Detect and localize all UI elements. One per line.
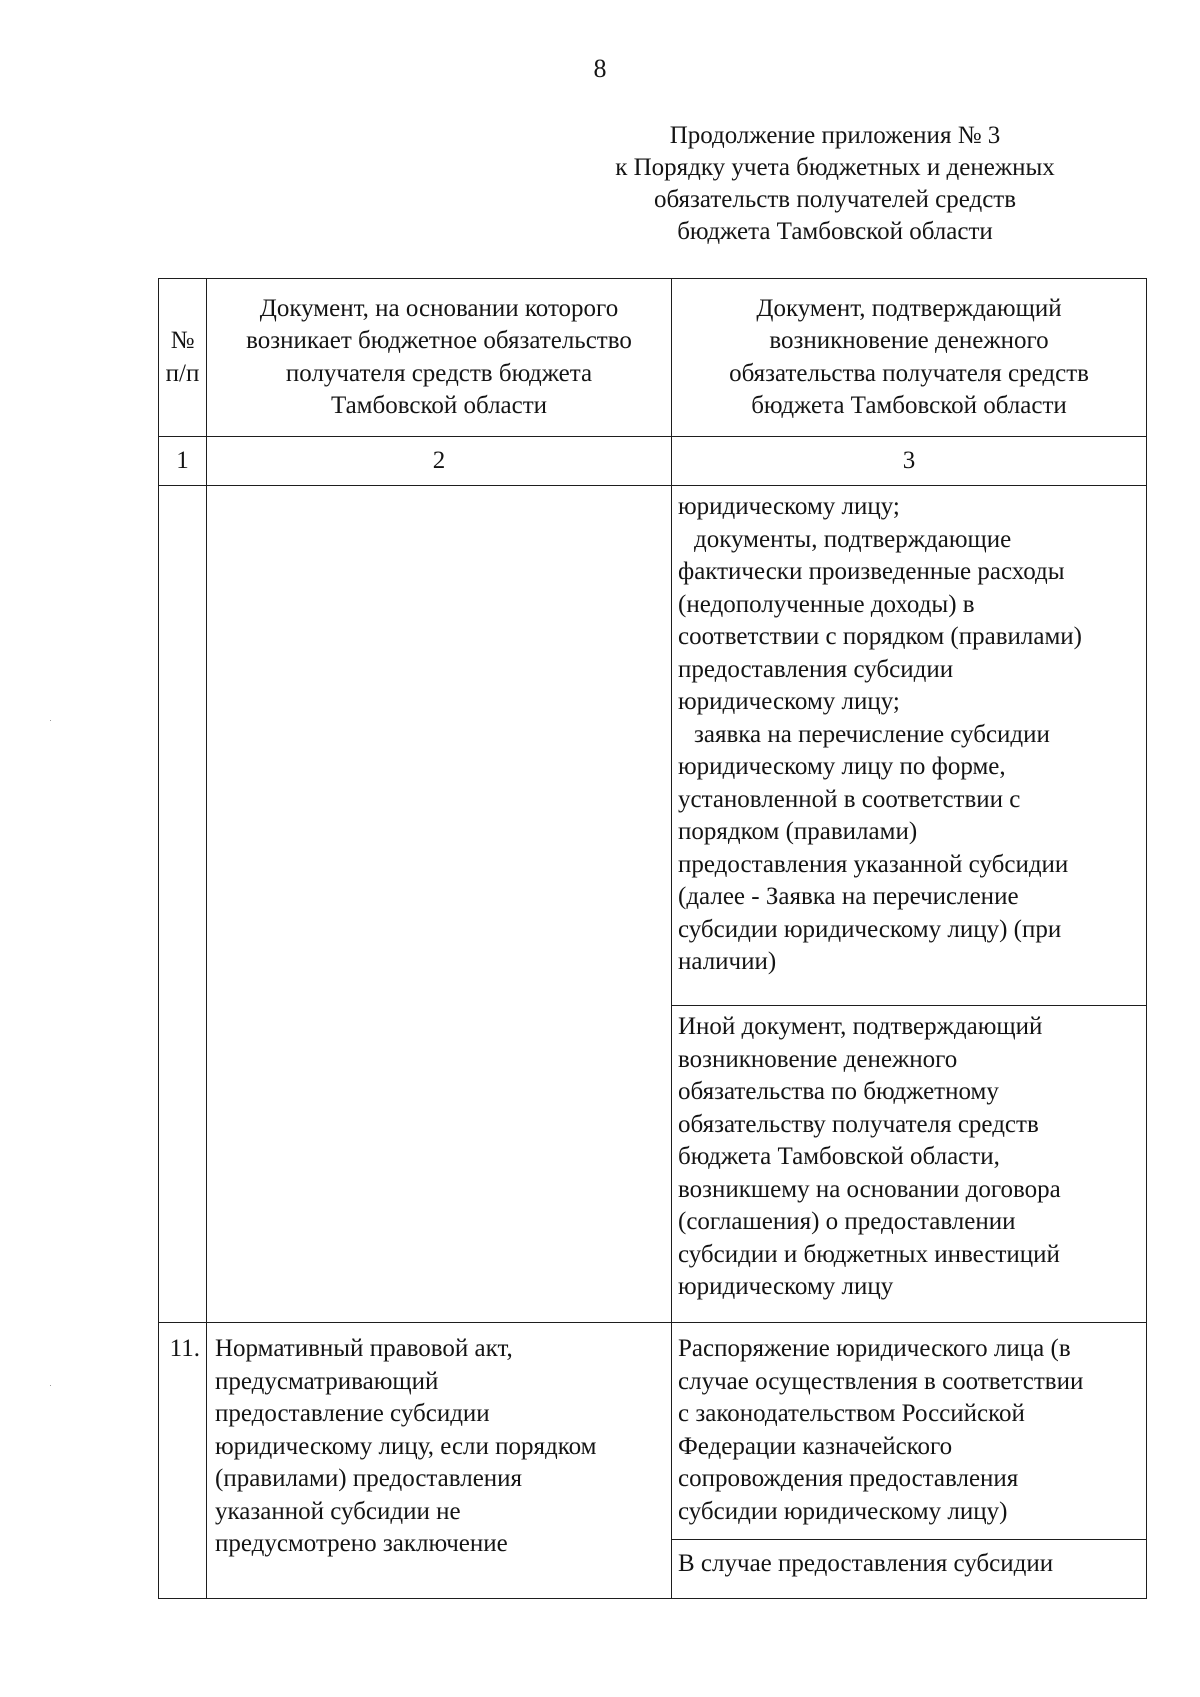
cell-line: заявка на перечисление субсидии: [694, 720, 1050, 748]
cell-line: порядком (правилами): [678, 818, 918, 845]
column-index: 1: [159, 437, 207, 486]
cell-line: фактически произведенные расходы: [678, 558, 1065, 585]
column-index: 2: [207, 437, 672, 486]
header-proof-document: [672, 279, 1147, 437]
scan-artifact: [50, 720, 51, 721]
cell-line: с законодательством Российской: [678, 1400, 1025, 1427]
proof-document-cell: [672, 1540, 1147, 1599]
cell-line: Федерации казначейского: [678, 1432, 953, 1460]
cell-line: обязательству получателя средств: [678, 1110, 1039, 1138]
cell-line: возникшему на основании договора: [678, 1175, 1061, 1203]
table-header-row: [159, 279, 1147, 437]
cell-line: возникновение денежного: [678, 1045, 958, 1073]
proof-document-cell: [672, 1006, 1147, 1323]
cell-line: обязательства по бюджетному: [678, 1078, 999, 1105]
cell-line: предоставления субсидии: [678, 655, 954, 683]
cell-line: субсидии юридическому лицу): [678, 1497, 1008, 1525]
cell-line: субсидии и бюджетных инвестиций: [678, 1240, 1060, 1268]
cell-line: предусматривающий: [215, 1367, 439, 1395]
cell-line: юридическому лицу, если порядком: [215, 1432, 597, 1460]
column-index-row: [159, 437, 1147, 486]
cell-line: Нормативный правовой акт,: [215, 1335, 513, 1362]
number-cell-empty: [159, 486, 207, 1323]
header-line: возникновение денежного: [769, 327, 1049, 354]
cell-line: бюджета Тамбовской области,: [678, 1143, 1000, 1170]
basis-document-cell: [207, 1323, 672, 1599]
cell-line: документы, подтверждающие: [694, 525, 1012, 553]
cell-line: (недополученные доходы) в: [678, 590, 975, 618]
header-line: №: [170, 327, 195, 354]
appendix-line: бюджета Тамбовской области: [677, 218, 993, 245]
header-line: возникает бюджетное обязательство: [246, 327, 632, 354]
cell-line: соответствии с порядком (правилами): [678, 623, 1083, 650]
cell-line: указанной субсидии не: [215, 1497, 461, 1525]
cell-line: юридическому лицу по форме,: [678, 753, 1006, 780]
header-number: [159, 279, 207, 437]
cell-line: установленной в соответствии с: [678, 785, 1021, 813]
page-number: 8: [593, 54, 607, 83]
cell-line: случае осуществления в соответствии: [678, 1367, 1084, 1395]
basis-cell-empty: [207, 486, 672, 1323]
header-basis-document: [207, 279, 672, 437]
cell-line: В случае предоставления субсидии: [678, 1550, 1054, 1577]
appendix-line: Продолжение приложения № 3: [669, 122, 1001, 149]
table-row-11: [159, 1323, 1147, 1540]
cell-line: Иной документ, подтверждающий: [678, 1013, 1043, 1040]
header-line: Тамбовской области: [330, 392, 548, 419]
header-line: Документ, на основании которого: [259, 294, 619, 322]
cell-line: (правилами) предоставления: [215, 1465, 523, 1492]
header-line: получателя средств бюджета: [285, 359, 593, 387]
cell-line: субсидии юридическому лицу) (при: [678, 915, 1062, 943]
appendix-header: [560, 120, 1110, 248]
appendix-line: обязательств получателей средств: [653, 186, 1017, 213]
header-line: обязательства получателя средств: [729, 359, 1089, 387]
cell-line: юридическому лицу: [678, 1273, 894, 1300]
cell-line: Распоряжение юридического лица (в: [678, 1335, 1071, 1362]
proof-document-cell: [672, 1323, 1147, 1540]
row-number: 11.: [159, 1323, 207, 1599]
appendix-line: к Порядку учета бюджетных и денежных: [615, 154, 1055, 181]
table-row: [159, 486, 1147, 1006]
column-index: 3: [672, 437, 1147, 486]
proof-document-cell: [672, 486, 1147, 1006]
cell-line: сопровождения предоставления: [678, 1465, 1019, 1492]
cell-line: юридическому лицу;: [678, 688, 900, 715]
cell-line: наличии): [678, 948, 777, 975]
scan-artifact: [50, 1385, 51, 1386]
cell-line: юридическому лицу;: [678, 493, 900, 520]
cell-line: (соглашения) о предоставлении: [678, 1208, 1016, 1235]
cell-line: (далее - Заявка на перечисление: [678, 883, 1019, 910]
cell-line: предусмотрено заключение: [215, 1530, 508, 1557]
header-line: бюджета Тамбовской области: [751, 392, 1067, 419]
cell-line: предоставление субсидии: [215, 1400, 490, 1427]
obligations-table: [158, 278, 1147, 1599]
cell-line: предоставления указанной субсидии: [678, 850, 1069, 878]
header-line: Документ, подтверждающий: [756, 294, 1062, 322]
header-line: п/п: [165, 359, 200, 387]
